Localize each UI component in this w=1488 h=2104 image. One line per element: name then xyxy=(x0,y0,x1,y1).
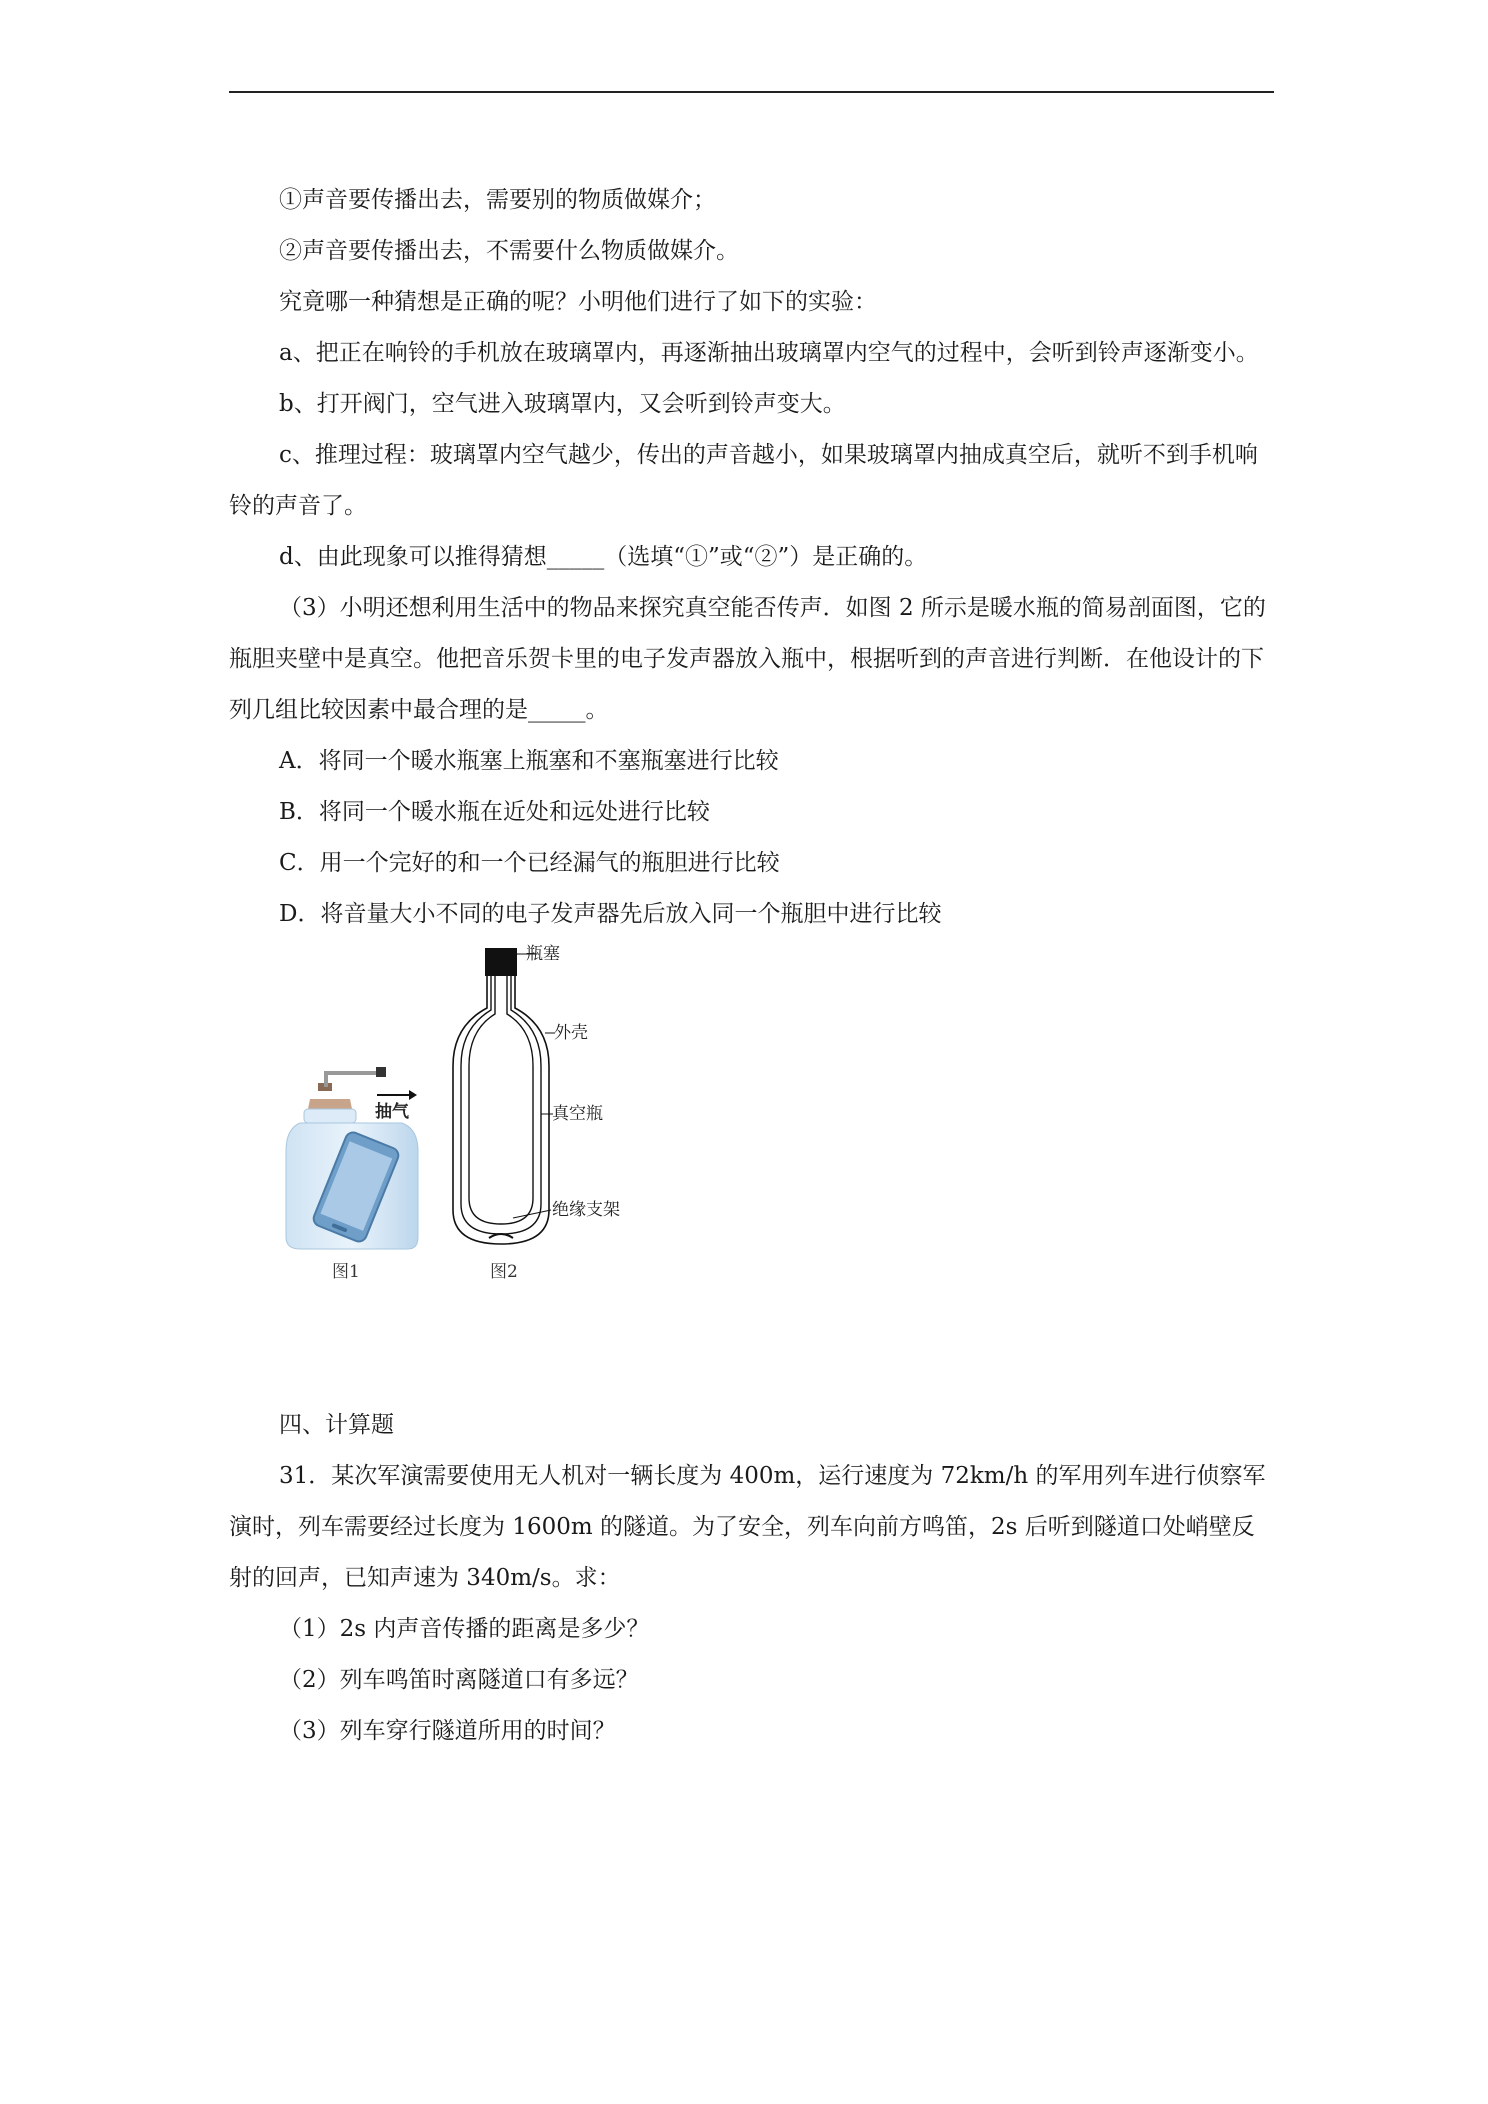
header-rule xyxy=(229,91,1274,93)
paragraph-step-b: b、打开阀门，空气进入玻璃罩内，又会听到铃声变大。 xyxy=(279,391,846,417)
question-31-sub-1: （1）2s 内声音传播的距离是多少？ xyxy=(279,1616,650,1642)
pump-arrow-icon xyxy=(377,1090,417,1100)
option-a: A．将同一个暖水瓶塞上瓶塞和不塞瓶塞进行比较 xyxy=(279,748,779,774)
paragraph-step-a: a、把正在响铃的手机放在玻璃罩内，再逐渐抽出玻璃罩内空气的过程中，会听到铃声逐渐变小。 xyxy=(279,340,1259,366)
callout-shell: 外壳 xyxy=(554,1023,588,1043)
section-title: 四、计算题 xyxy=(279,1412,394,1438)
paragraph-question-intro: 究竟哪一种猜想是正确的呢？小明他们进行了如下的实验： xyxy=(279,289,877,315)
paragraph-part-3: （3）小明还想利用生活中的物品来探究真空能否传声．如图 2 所示是暖水瓶的简易剖面图，它的瓶胆夹壁中是真空。他把音乐贺卡里的电子发声器放入瓶中，根据听到的声音进行判断．在他设计的下列几组比较因素中最合理的是_____。 xyxy=(229,595,1266,723)
figure-1-label: 图1 xyxy=(332,1262,360,1282)
option-d: D．将音量大小不同的电子发声器先后放入同一个瓶胆中进行比较 xyxy=(279,901,942,927)
paragraph-guess-1: ①声音要传播出去，需要别的物质做媒介； xyxy=(279,187,716,213)
question-31-text: 31．某次军演需要使用无人机对一辆长度为 400m，运行速度为 72km/h 的军用列车进行侦察军演时，列车需要经过长度为 1600m 的隧道。为了安全，列车向前方鸣笛，2s 后听到隧道口处峭壁反射的回声，已知声速为 340m/s。求： xyxy=(229,1463,1266,1591)
callout-vacuum-flask: 真空瓶 xyxy=(552,1104,603,1124)
document-body xyxy=(229,175,1274,1757)
paragraph-step-d: d、由此现象可以推得猜想_____（选填“①”或“②”）是正确的。 xyxy=(279,544,928,570)
callout-insulating-support: 绝缘支架 xyxy=(552,1200,620,1220)
question-31-sub-2: （2）列车鸣笛时离隧道口有多远？ xyxy=(279,1667,639,1693)
option-c: C．用一个完好的和一个已经漏气的瓶胆进行比较 xyxy=(279,850,780,876)
question-31-sub-3: （3）列车穿行隧道所用的时间？ xyxy=(279,1718,616,1744)
paragraph-step-c: c、推理过程：玻璃罩内空气越少，传出的声音越小，如果玻璃罩内抽成真空后，就听不到手机响铃的声音了。 xyxy=(229,442,1258,519)
figure-area xyxy=(229,940,1274,1400)
pump-label: 抽气 xyxy=(375,1102,409,1122)
figure-2-label: 图2 xyxy=(490,1262,518,1282)
paragraph-guess-2: ②声音要传播出去，不需要什么物质做媒介。 xyxy=(279,238,739,264)
callout-stopper: 瓶塞 xyxy=(526,944,560,964)
option-b: B．将同一个暖水瓶在近处和远处进行比较 xyxy=(279,799,710,825)
